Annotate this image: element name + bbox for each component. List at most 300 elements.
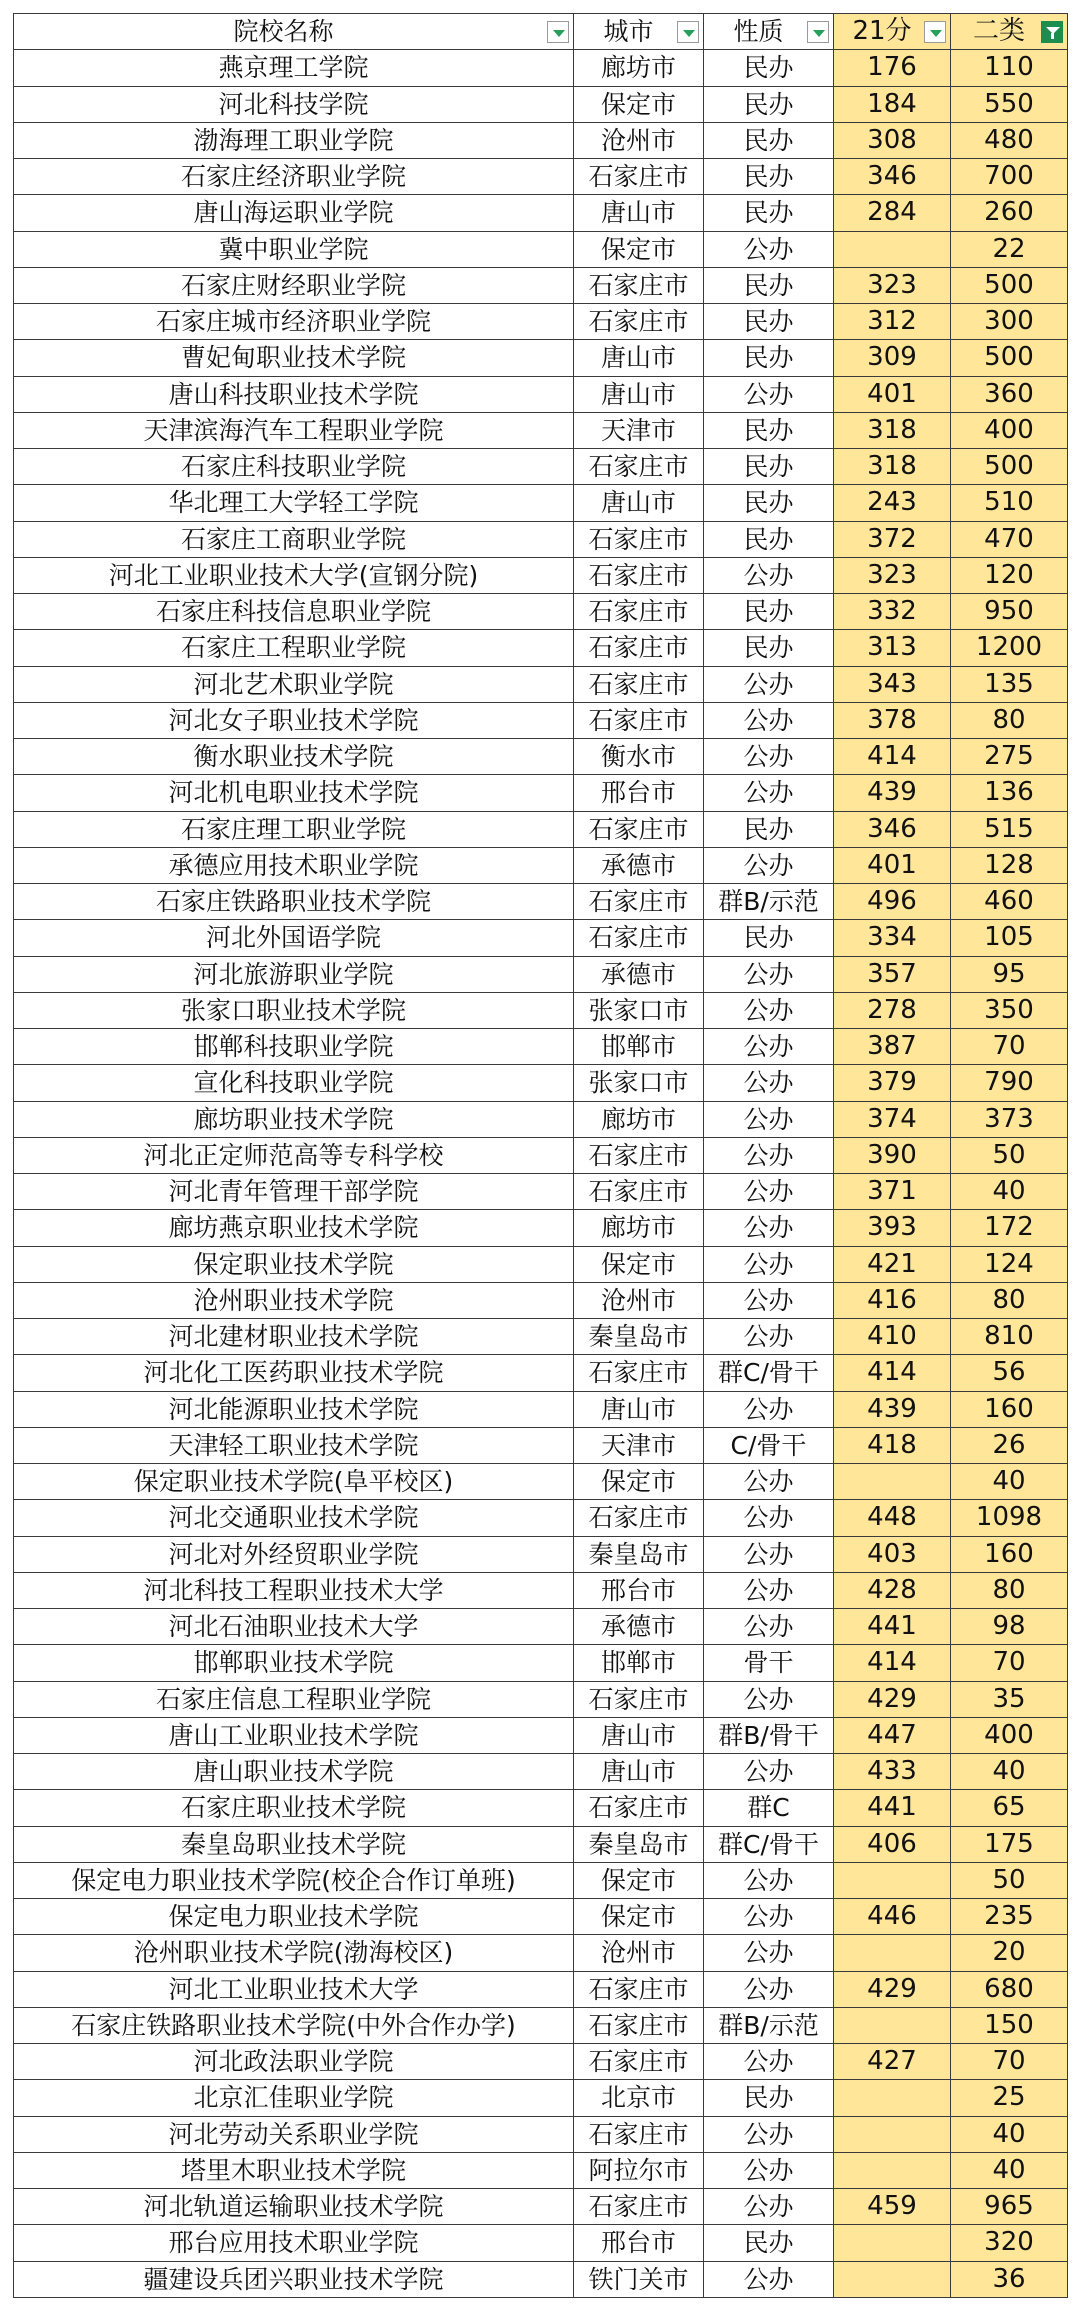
cell-city[interactable]: 张家口市 [574, 1065, 704, 1101]
cell-type[interactable]: 群C/骨干 [704, 1355, 834, 1391]
cell-city[interactable]: 石家庄市 [574, 267, 704, 303]
cell-quota[interactable]: 235 [951, 1899, 1068, 1935]
filter-dropdown-icon[interactable] [807, 21, 829, 43]
filter-active-icon[interactable] [1041, 21, 1063, 43]
cell-type[interactable]: 民办 [704, 267, 834, 303]
cell-city[interactable]: 廊坊市 [574, 1101, 704, 1137]
cell-quota[interactable]: 70 [951, 2044, 1068, 2080]
cell-city[interactable]: 石家庄市 [574, 304, 704, 340]
cell-score[interactable]: 312 [834, 304, 951, 340]
cell-score[interactable]: 308 [834, 122, 951, 158]
cell-type[interactable]: 公办 [704, 231, 834, 267]
cell-name[interactable]: 河北建材职业技术学院 [14, 1319, 574, 1355]
cell-score[interactable]: 427 [834, 2044, 951, 2080]
cell-quota[interactable]: 700 [951, 159, 1068, 195]
cell-score[interactable]: 346 [834, 811, 951, 847]
cell-score[interactable]: 459 [834, 2189, 951, 2225]
cell-city[interactable]: 承德市 [574, 1609, 704, 1645]
cell-name[interactable]: 天津轻工职业技术学院 [14, 1427, 574, 1463]
cell-type[interactable]: 民办 [704, 521, 834, 557]
cell-city[interactable]: 沧州市 [574, 122, 704, 158]
cell-name[interactable]: 河北石油职业技术大学 [14, 1609, 574, 1645]
cell-quota[interactable]: 20 [951, 1935, 1068, 1971]
cell-city[interactable]: 天津市 [574, 412, 704, 448]
cell-name[interactable]: 冀中职业学院 [14, 231, 574, 267]
cell-type[interactable]: 群C [704, 1790, 834, 1826]
cell-name[interactable]: 河北化工医药职业技术学院 [14, 1355, 574, 1391]
cell-type[interactable]: 公办 [704, 1609, 834, 1645]
cell-quota[interactable]: 70 [951, 1029, 1068, 1065]
filter-dropdown-icon[interactable] [677, 21, 699, 43]
cell-city[interactable]: 石家庄市 [574, 557, 704, 593]
cell-type[interactable]: 民办 [704, 2080, 834, 2116]
cell-score[interactable] [834, 2007, 951, 2043]
cell-score[interactable]: 357 [834, 956, 951, 992]
cell-score[interactable]: 403 [834, 1536, 951, 1572]
cell-score[interactable]: 318 [834, 449, 951, 485]
cell-score[interactable]: 439 [834, 775, 951, 811]
cell-name[interactable]: 塔里木职业技术学院 [14, 2152, 574, 2188]
cell-quota[interactable]: 40 [951, 1464, 1068, 1500]
cell-city[interactable]: 唐山市 [574, 376, 704, 412]
cell-type[interactable]: 民办 [704, 122, 834, 158]
cell-quota[interactable]: 510 [951, 485, 1068, 521]
cell-name[interactable]: 石家庄铁路职业技术学院 [14, 884, 574, 920]
cell-score[interactable]: 243 [834, 485, 951, 521]
cell-score[interactable]: 393 [834, 1210, 951, 1246]
cell-score[interactable]: 429 [834, 1971, 951, 2007]
cell-name[interactable]: 河北工业职业技术大学(宣钢分院) [14, 557, 574, 593]
cell-name[interactable]: 邯郸职业技术学院 [14, 1645, 574, 1681]
cell-quota[interactable]: 80 [951, 1572, 1068, 1608]
cell-quota[interactable]: 500 [951, 340, 1068, 376]
cell-type[interactable]: 公办 [704, 1971, 834, 2007]
cell-type[interactable]: 公办 [704, 1246, 834, 1282]
cell-name[interactable]: 保定电力职业技术学院(校企合作订单班) [14, 1862, 574, 1898]
cell-score[interactable]: 401 [834, 376, 951, 412]
cell-type[interactable]: 公办 [704, 1572, 834, 1608]
cell-city[interactable]: 秦皇岛市 [574, 1319, 704, 1355]
cell-score[interactable]: 334 [834, 920, 951, 956]
cell-type[interactable]: 民办 [704, 485, 834, 521]
cell-name[interactable]: 渤海理工职业学院 [14, 122, 574, 158]
cell-city[interactable]: 邢台市 [574, 2225, 704, 2261]
cell-score[interactable]: 372 [834, 521, 951, 557]
cell-type[interactable]: 公办 [704, 1282, 834, 1318]
cell-type[interactable]: 公办 [704, 666, 834, 702]
cell-city[interactable]: 阿拉尔市 [574, 2152, 704, 2188]
cell-score[interactable] [834, 1464, 951, 1500]
cell-type[interactable]: 公办 [704, 1065, 834, 1101]
cell-type[interactable]: 公办 [704, 739, 834, 775]
cell-type[interactable]: 民办 [704, 2225, 834, 2261]
cell-quota[interactable]: 36 [951, 2261, 1068, 2297]
cell-quota[interactable]: 175 [951, 1826, 1068, 1862]
cell-score[interactable]: 278 [834, 992, 951, 1028]
cell-city[interactable]: 石家庄市 [574, 2044, 704, 2080]
cell-type[interactable]: C/骨干 [704, 1427, 834, 1463]
cell-name[interactable]: 廊坊燕京职业技术学院 [14, 1210, 574, 1246]
cell-type[interactable]: 公办 [704, 1754, 834, 1790]
cell-quota[interactable]: 790 [951, 1065, 1068, 1101]
cell-name[interactable]: 秦皇岛职业技术学院 [14, 1826, 574, 1862]
cell-type[interactable]: 公办 [704, 1500, 834, 1536]
cell-city[interactable]: 沧州市 [574, 1935, 704, 1971]
cell-quota[interactable]: 810 [951, 1319, 1068, 1355]
cell-quota[interactable]: 373 [951, 1101, 1068, 1137]
cell-city[interactable]: 唐山市 [574, 1391, 704, 1427]
cell-city[interactable]: 石家庄市 [574, 811, 704, 847]
cell-score[interactable]: 421 [834, 1246, 951, 1282]
cell-type[interactable]: 公办 [704, 1681, 834, 1717]
cell-score[interactable]: 401 [834, 847, 951, 883]
cell-type[interactable]: 群C/骨干 [704, 1826, 834, 1862]
cell-name[interactable]: 石家庄财经职业学院 [14, 267, 574, 303]
cell-quota[interactable]: 515 [951, 811, 1068, 847]
cell-name[interactable]: 石家庄职业技术学院 [14, 1790, 574, 1826]
cell-quota[interactable]: 56 [951, 1355, 1068, 1391]
cell-type[interactable]: 公办 [704, 1862, 834, 1898]
cell-quota[interactable]: 40 [951, 1754, 1068, 1790]
cell-name[interactable]: 石家庄科技职业学院 [14, 449, 574, 485]
cell-quota[interactable]: 128 [951, 847, 1068, 883]
cell-city[interactable]: 石家庄市 [574, 521, 704, 557]
cell-score[interactable]: 418 [834, 1427, 951, 1463]
cell-quota[interactable]: 275 [951, 739, 1068, 775]
cell-name[interactable]: 衡水职业技术学院 [14, 739, 574, 775]
cell-type[interactable]: 民办 [704, 195, 834, 231]
cell-city[interactable]: 石家庄市 [574, 2116, 704, 2152]
cell-city[interactable]: 石家庄市 [574, 702, 704, 738]
cell-city[interactable]: 石家庄市 [574, 1500, 704, 1536]
cell-name[interactable]: 天津滨海汽车工程职业学院 [14, 412, 574, 448]
cell-name[interactable]: 邯郸科技职业学院 [14, 1029, 574, 1065]
cell-city[interactable]: 保定市 [574, 86, 704, 122]
cell-name[interactable]: 华北理工大学轻工学院 [14, 485, 574, 521]
cell-name[interactable]: 河北机电职业技术学院 [14, 775, 574, 811]
cell-name[interactable]: 承德应用技术职业学院 [14, 847, 574, 883]
cell-score[interactable]: 374 [834, 1101, 951, 1137]
cell-type[interactable]: 公办 [704, 1319, 834, 1355]
cell-quota[interactable]: 400 [951, 412, 1068, 448]
cell-name[interactable]: 邢台应用技术职业学院 [14, 2225, 574, 2261]
cell-city[interactable]: 廊坊市 [574, 50, 704, 86]
cell-name[interactable]: 石家庄工商职业学院 [14, 521, 574, 557]
cell-type[interactable]: 公办 [704, 2116, 834, 2152]
cell-score[interactable]: 447 [834, 1717, 951, 1753]
cell-quota[interactable]: 105 [951, 920, 1068, 956]
cell-name[interactable]: 河北轨道运输职业技术学院 [14, 2189, 574, 2225]
cell-type[interactable]: 骨干 [704, 1645, 834, 1681]
cell-score[interactable] [834, 2152, 951, 2188]
cell-type[interactable]: 公办 [704, 1536, 834, 1572]
cell-quota[interactable]: 1098 [951, 1500, 1068, 1536]
cell-score[interactable]: 313 [834, 630, 951, 666]
cell-quota[interactable]: 135 [951, 666, 1068, 702]
cell-quota[interactable]: 136 [951, 775, 1068, 811]
cell-score[interactable]: 406 [834, 1826, 951, 1862]
cell-name[interactable]: 河北青年管理干部学院 [14, 1174, 574, 1210]
cell-name[interactable]: 保定职业技术学院 [14, 1246, 574, 1282]
cell-city[interactable]: 石家庄市 [574, 1174, 704, 1210]
cell-score[interactable]: 428 [834, 1572, 951, 1608]
cell-city[interactable]: 天津市 [574, 1427, 704, 1463]
cell-quota[interactable]: 40 [951, 2116, 1068, 2152]
cell-quota[interactable]: 50 [951, 1862, 1068, 1898]
cell-city[interactable]: 唐山市 [574, 1754, 704, 1790]
cell-type[interactable]: 群B/骨干 [704, 1717, 834, 1753]
cell-quota[interactable]: 80 [951, 702, 1068, 738]
cell-score[interactable]: 318 [834, 412, 951, 448]
cell-type[interactable]: 公办 [704, 702, 834, 738]
cell-type[interactable]: 民办 [704, 811, 834, 847]
cell-type[interactable]: 公办 [704, 2152, 834, 2188]
cell-quota[interactable]: 965 [951, 2189, 1068, 2225]
cell-city[interactable]: 石家庄市 [574, 1971, 704, 2007]
cell-type[interactable]: 群B/示范 [704, 884, 834, 920]
cell-city[interactable]: 保定市 [574, 231, 704, 267]
cell-name[interactable]: 河北交通职业技术学院 [14, 1500, 574, 1536]
cell-city[interactable]: 石家庄市 [574, 920, 704, 956]
cell-type[interactable]: 民办 [704, 630, 834, 666]
cell-type[interactable]: 公办 [704, 2189, 834, 2225]
cell-quota[interactable]: 480 [951, 122, 1068, 158]
cell-type[interactable]: 公办 [704, 956, 834, 992]
cell-name[interactable]: 石家庄工程职业学院 [14, 630, 574, 666]
cell-name[interactable]: 疆建设兵团兴职业技术学院 [14, 2261, 574, 2297]
cell-city[interactable]: 石家庄市 [574, 2007, 704, 2043]
cell-city[interactable]: 秦皇岛市 [574, 1536, 704, 1572]
cell-type[interactable]: 公办 [704, 2044, 834, 2080]
cell-type[interactable]: 群B/示范 [704, 2007, 834, 2043]
cell-quota[interactable]: 350 [951, 992, 1068, 1028]
cell-score[interactable]: 387 [834, 1029, 951, 1065]
cell-type[interactable]: 民办 [704, 594, 834, 630]
cell-city[interactable]: 唐山市 [574, 340, 704, 376]
cell-city[interactable]: 邢台市 [574, 775, 704, 811]
cell-city[interactable]: 保定市 [574, 1862, 704, 1898]
cell-city[interactable]: 衡水市 [574, 739, 704, 775]
cell-type[interactable]: 公办 [704, 1029, 834, 1065]
cell-name[interactable]: 河北女子职业技术学院 [14, 702, 574, 738]
cell-name[interactable]: 唐山工业职业技术学院 [14, 1717, 574, 1753]
cell-score[interactable]: 390 [834, 1137, 951, 1173]
cell-score[interactable]: 371 [834, 1174, 951, 1210]
cell-quota[interactable]: 260 [951, 195, 1068, 231]
cell-type[interactable]: 民办 [704, 412, 834, 448]
cell-name[interactable]: 河北工业职业技术大学 [14, 1971, 574, 2007]
cell-type[interactable]: 民办 [704, 920, 834, 956]
cell-city[interactable]: 承德市 [574, 956, 704, 992]
cell-quota[interactable]: 65 [951, 1790, 1068, 1826]
cell-type[interactable]: 民办 [704, 449, 834, 485]
cell-type[interactable]: 民办 [704, 340, 834, 376]
cell-city[interactable]: 石家庄市 [574, 1355, 704, 1391]
cell-city[interactable]: 石家庄市 [574, 630, 704, 666]
cell-score[interactable] [834, 1862, 951, 1898]
cell-score[interactable] [834, 2225, 951, 2261]
cell-quota[interactable]: 470 [951, 521, 1068, 557]
cell-type[interactable]: 公办 [704, 1391, 834, 1427]
cell-score[interactable] [834, 231, 951, 267]
cell-type[interactable]: 公办 [704, 847, 834, 883]
cell-quota[interactable]: 98 [951, 1609, 1068, 1645]
cell-name[interactable]: 河北科技学院 [14, 86, 574, 122]
cell-type[interactable]: 民办 [704, 86, 834, 122]
cell-score[interactable]: 284 [834, 195, 951, 231]
cell-type[interactable]: 公办 [704, 2261, 834, 2297]
cell-name[interactable]: 沧州职业技术学院(渤海校区) [14, 1935, 574, 1971]
cell-city[interactable]: 石家庄市 [574, 2189, 704, 2225]
cell-score[interactable] [834, 2116, 951, 2152]
cell-quota[interactable]: 460 [951, 884, 1068, 920]
cell-name[interactable]: 曹妃甸职业技术学院 [14, 340, 574, 376]
cell-name[interactable]: 河北科技工程职业技术大学 [14, 1572, 574, 1608]
cell-city[interactable]: 铁门关市 [574, 2261, 704, 2297]
cell-name[interactable]: 保定电力职业技术学院 [14, 1899, 574, 1935]
cell-type[interactable]: 公办 [704, 1101, 834, 1137]
cell-name[interactable]: 河北旅游职业学院 [14, 956, 574, 992]
filter-dropdown-icon[interactable] [547, 21, 569, 43]
cell-quota[interactable]: 500 [951, 267, 1068, 303]
cell-score[interactable]: 410 [834, 1319, 951, 1355]
cell-type[interactable]: 公办 [704, 1464, 834, 1500]
cell-city[interactable]: 石家庄市 [574, 594, 704, 630]
cell-quota[interactable]: 1200 [951, 630, 1068, 666]
cell-city[interactable]: 保定市 [574, 1246, 704, 1282]
cell-name[interactable]: 河北外国语学院 [14, 920, 574, 956]
cell-quota[interactable]: 95 [951, 956, 1068, 992]
cell-name[interactable]: 河北正定师范高等专科学校 [14, 1137, 574, 1173]
cell-type[interactable]: 公办 [704, 775, 834, 811]
cell-score[interactable]: 343 [834, 666, 951, 702]
cell-name[interactable]: 唐山海运职业学院 [14, 195, 574, 231]
cell-score[interactable] [834, 2261, 951, 2297]
cell-type[interactable]: 公办 [704, 1899, 834, 1935]
cell-city[interactable]: 石家庄市 [574, 1790, 704, 1826]
cell-type[interactable]: 民办 [704, 159, 834, 195]
cell-quota[interactable]: 40 [951, 2152, 1068, 2188]
cell-name[interactable]: 石家庄理工职业学院 [14, 811, 574, 847]
cell-quota[interactable]: 35 [951, 1681, 1068, 1717]
cell-quota[interactable]: 360 [951, 376, 1068, 412]
cell-score[interactable]: 446 [834, 1899, 951, 1935]
cell-quota[interactable]: 80 [951, 1282, 1068, 1318]
cell-quota[interactable]: 320 [951, 2225, 1068, 2261]
cell-quota[interactable]: 22 [951, 231, 1068, 267]
cell-quota[interactable]: 950 [951, 594, 1068, 630]
cell-name[interactable]: 张家口职业技术学院 [14, 992, 574, 1028]
cell-type[interactable]: 公办 [704, 1210, 834, 1246]
cell-name[interactable]: 石家庄经济职业学院 [14, 159, 574, 195]
cell-quota[interactable]: 160 [951, 1536, 1068, 1572]
cell-name[interactable]: 唐山职业技术学院 [14, 1754, 574, 1790]
cell-name[interactable]: 河北对外经贸职业学院 [14, 1536, 574, 1572]
cell-type[interactable]: 公办 [704, 1174, 834, 1210]
cell-score[interactable]: 416 [834, 1282, 951, 1318]
cell-city[interactable]: 石家庄市 [574, 666, 704, 702]
cell-score[interactable]: 378 [834, 702, 951, 738]
cell-city[interactable]: 北京市 [574, 2080, 704, 2116]
cell-type[interactable]: 公办 [704, 376, 834, 412]
cell-quota[interactable]: 26 [951, 1427, 1068, 1463]
cell-type[interactable]: 公办 [704, 1935, 834, 1971]
cell-city[interactable]: 唐山市 [574, 1717, 704, 1753]
cell-score[interactable]: 414 [834, 1355, 951, 1391]
cell-name[interactable]: 廊坊职业技术学院 [14, 1101, 574, 1137]
cell-quota[interactable]: 500 [951, 449, 1068, 485]
cell-name[interactable]: 北京汇佳职业学院 [14, 2080, 574, 2116]
cell-name[interactable]: 河北政法职业学院 [14, 2044, 574, 2080]
cell-name[interactable]: 石家庄科技信息职业学院 [14, 594, 574, 630]
cell-quota[interactable]: 160 [951, 1391, 1068, 1427]
cell-score[interactable]: 323 [834, 267, 951, 303]
cell-score[interactable]: 441 [834, 1790, 951, 1826]
cell-score[interactable]: 414 [834, 739, 951, 775]
cell-score[interactable]: 441 [834, 1609, 951, 1645]
cell-name[interactable]: 唐山科技职业技术学院 [14, 376, 574, 412]
cell-type[interactable]: 民办 [704, 50, 834, 86]
cell-score[interactable]: 379 [834, 1065, 951, 1101]
cell-name[interactable]: 沧州职业技术学院 [14, 1282, 574, 1318]
cell-city[interactable]: 唐山市 [574, 195, 704, 231]
cell-city[interactable]: 邯郸市 [574, 1645, 704, 1681]
cell-score[interactable]: 176 [834, 50, 951, 86]
cell-name[interactable]: 燕京理工学院 [14, 50, 574, 86]
cell-name[interactable]: 河北劳动关系职业学院 [14, 2116, 574, 2152]
cell-city[interactable]: 唐山市 [574, 485, 704, 521]
cell-quota[interactable]: 150 [951, 2007, 1068, 2043]
cell-name[interactable]: 宣化科技职业学院 [14, 1065, 574, 1101]
cell-score[interactable]: 346 [834, 159, 951, 195]
cell-score[interactable]: 439 [834, 1391, 951, 1427]
cell-quota[interactable]: 50 [951, 1137, 1068, 1173]
cell-quota[interactable]: 110 [951, 50, 1068, 86]
cell-score[interactable]: 323 [834, 557, 951, 593]
cell-city[interactable]: 保定市 [574, 1464, 704, 1500]
cell-city[interactable]: 张家口市 [574, 992, 704, 1028]
cell-name[interactable]: 石家庄信息工程职业学院 [14, 1681, 574, 1717]
cell-type[interactable]: 公办 [704, 992, 834, 1028]
cell-city[interactable]: 承德市 [574, 847, 704, 883]
cell-type[interactable]: 民办 [704, 304, 834, 340]
cell-type[interactable]: 公办 [704, 1137, 834, 1173]
cell-city[interactable]: 沧州市 [574, 1282, 704, 1318]
cell-quota[interactable]: 400 [951, 1717, 1068, 1753]
cell-city[interactable]: 邢台市 [574, 1572, 704, 1608]
cell-name[interactable]: 石家庄铁路职业技术学院(中外合作办学) [14, 2007, 574, 2043]
cell-quota[interactable]: 124 [951, 1246, 1068, 1282]
cell-quota[interactable]: 680 [951, 1971, 1068, 2007]
cell-city[interactable]: 石家庄市 [574, 884, 704, 920]
cell-city[interactable]: 石家庄市 [574, 159, 704, 195]
cell-city[interactable]: 保定市 [574, 1899, 704, 1935]
cell-score[interactable]: 414 [834, 1645, 951, 1681]
cell-quota[interactable]: 300 [951, 304, 1068, 340]
cell-city[interactable]: 邯郸市 [574, 1029, 704, 1065]
cell-name[interactable]: 河北能源职业技术学院 [14, 1391, 574, 1427]
cell-type[interactable]: 公办 [704, 557, 834, 593]
cell-city[interactable]: 石家庄市 [574, 1137, 704, 1173]
cell-score[interactable] [834, 1935, 951, 1971]
cell-quota[interactable]: 120 [951, 557, 1068, 593]
cell-city[interactable]: 石家庄市 [574, 1681, 704, 1717]
cell-name[interactable]: 石家庄城市经济职业学院 [14, 304, 574, 340]
cell-city[interactable]: 廊坊市 [574, 1210, 704, 1246]
cell-score[interactable]: 184 [834, 86, 951, 122]
cell-quota[interactable]: 550 [951, 86, 1068, 122]
cell-score[interactable]: 332 [834, 594, 951, 630]
